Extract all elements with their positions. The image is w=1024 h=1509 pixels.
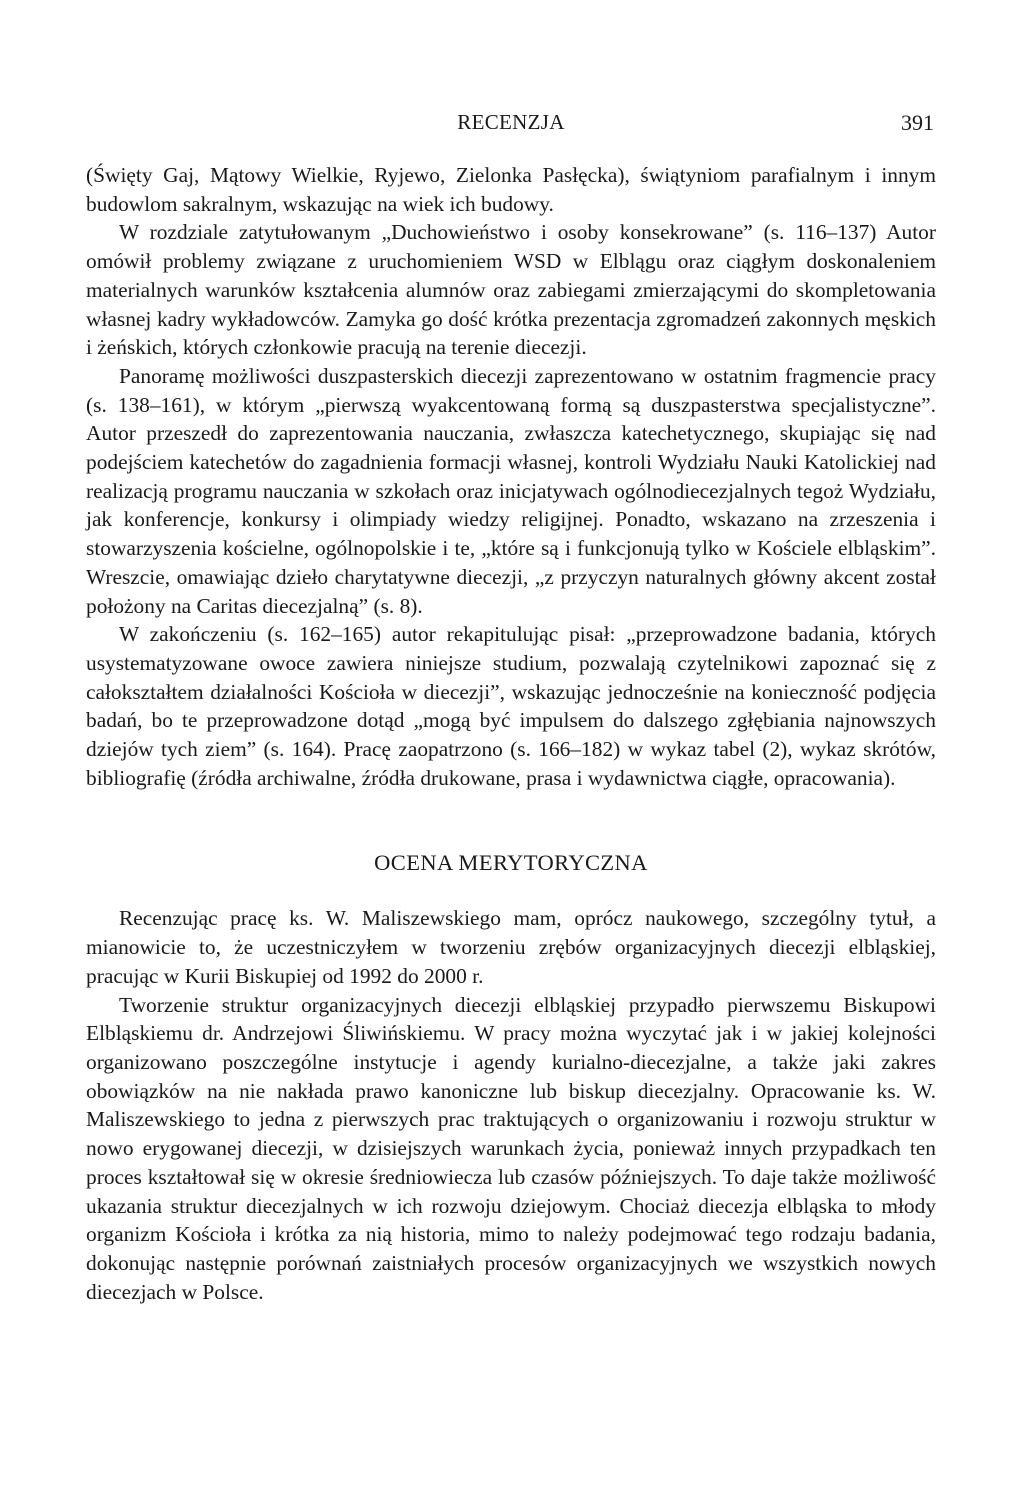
page-number: 391 [901,110,934,135]
paragraph-review-intro: Recenzując pracę ks. W. Maliszewskiego mam, oprócz naukowego, szczególny tytuł, a mianowicie to, że uczestniczyłem w tworzeniu zrębów organizacyjnych diecezji elbląskiej, pracując w Kurii Biskupiej od 1992 do 2000 r. [86,906,936,988]
section-heading: OCENA MERYTORYCZNA [374,850,648,876]
paragraph-pastoral-panorama: Panoramę możliwości duszpasterskich diecezji zaprezentowano w ostatnim fragmencie pracy (s. 138–161), w którym „pierwszą wyakcentowaną formą są duszpasterstwa specjalistyczne”. Autor przeszedł do zaprezentowania nauczania, zwłaszcza katechetycznego, skupiając się nad podejściem katechetów do zagadnienia formacji własnej, kontroli Wydziału Nauki Katolickiej nad realizacją programu nauczania w szkołach oraz inicjatywach ogólnodiecezjalnych tegoż Wydziału, jak konferencje, konkursy i olimpiady wiedzy religijnej. Ponadto, wskazano na zrzeszenia i stowarzyszenia kościelne, ogólnopolskie i te, „które są i funkcjonują tylko w Kościele elbląskim”. Wreszcie, omawiając dzieło charytatywne diecezji, „z przyczyn naturalnych główny akcent został położony na Caritas diecezjalną” (s. 8). [86,363,936,618]
body-text [86,161,936,1306]
paragraph-structures: Tworzenie struktur organizacyjnych diecezji elbląskiej przypadło pierwszemu Biskupowi Elbląskiemu dr. Andrzejowi Śliwińskiemu. W pracy można wyczytać jak i w jakiej kolejności organizowano poszczególne instytucje i agendy kurialno-diecezjalne, a także jaki zakres obowiązków na nie nakłada prawo kanoniczne lub biskup diecezjalny. Opracowanie ks. W. Maliszewskiego to jedna z pierwszych prac traktujących o organizowaniu i rozwoju struktur w nowo erygowanej diecezji, w dzisiejszych warunkach życia, ponieważ innych przypadkach ten proces kształtował się w okresie średniowiecza lub czasów późniejszych. To daje także możliwość ukazania struktur diecezjalnych w ich rozwoju dziejowym. Chociaż diecezja elbląska to młody organizm Kościoła i krótka za nią historia, mimo to należy podejmować tego rodzaju badania, dokonując następnie porównań zaistniałych procesów organizacyjnych we wszystkich nowych diecezjach w Polsce. [86,992,936,1304]
paragraph-continuation: (Święty Gaj, Mątowy Wielkie, Ryjewo, Zielonka Pasłęcka), świątyniom parafialnym i innym budowlom sakralnym, wskazując na wiek ich budowy. [86,163,936,216]
paragraph-conclusion-summary: W zakończeniu (s. 162–165) autor rekapitulując pisał: „przeprowadzone badania, których usystematyzowane owoce zawiera niniejsze studium, pozwalają czytelnikowi zapoznać się z całokształtem działalności Kościoła w diecezji”, wskazując jednocześnie na konieczność podjęcia badań, bo te przeprowadzone dotąd „mogą być impulsem do dalszego zgłębiania najnowszych dziejów tych ziem” (s. 164). Pracę zaopatrzono (s. 166–182) w wykaz tabel (2), wykaz skrótów, bibliografię (źródła archiwalne, źródła drukowane, prasa i wydawnictwa ciągłe, opracowania). [86,622,936,790]
document-page [86,110,936,1306]
running-title: RECENZJA [457,110,565,134]
paragraph-clergy-chapter: W rozdziale zatytułowanym „Duchowieństwo i osoby konsekrowane” (s. 116–137) Autor omówił problemy związane z uruchomieniem WSD w Elblągu oraz ciągłym doskonaleniem materialnych warunków kształcenia alumnów oraz zabiegami zmierzającymi do skompletowania własnej kadry wykładowców. Zamyka go dość krótka prezentacja zgromadzeń zakonnych męskich i żeńskich, których członkowie pracują na terenie diecezji. [86,220,936,360]
running-head [86,110,936,144]
